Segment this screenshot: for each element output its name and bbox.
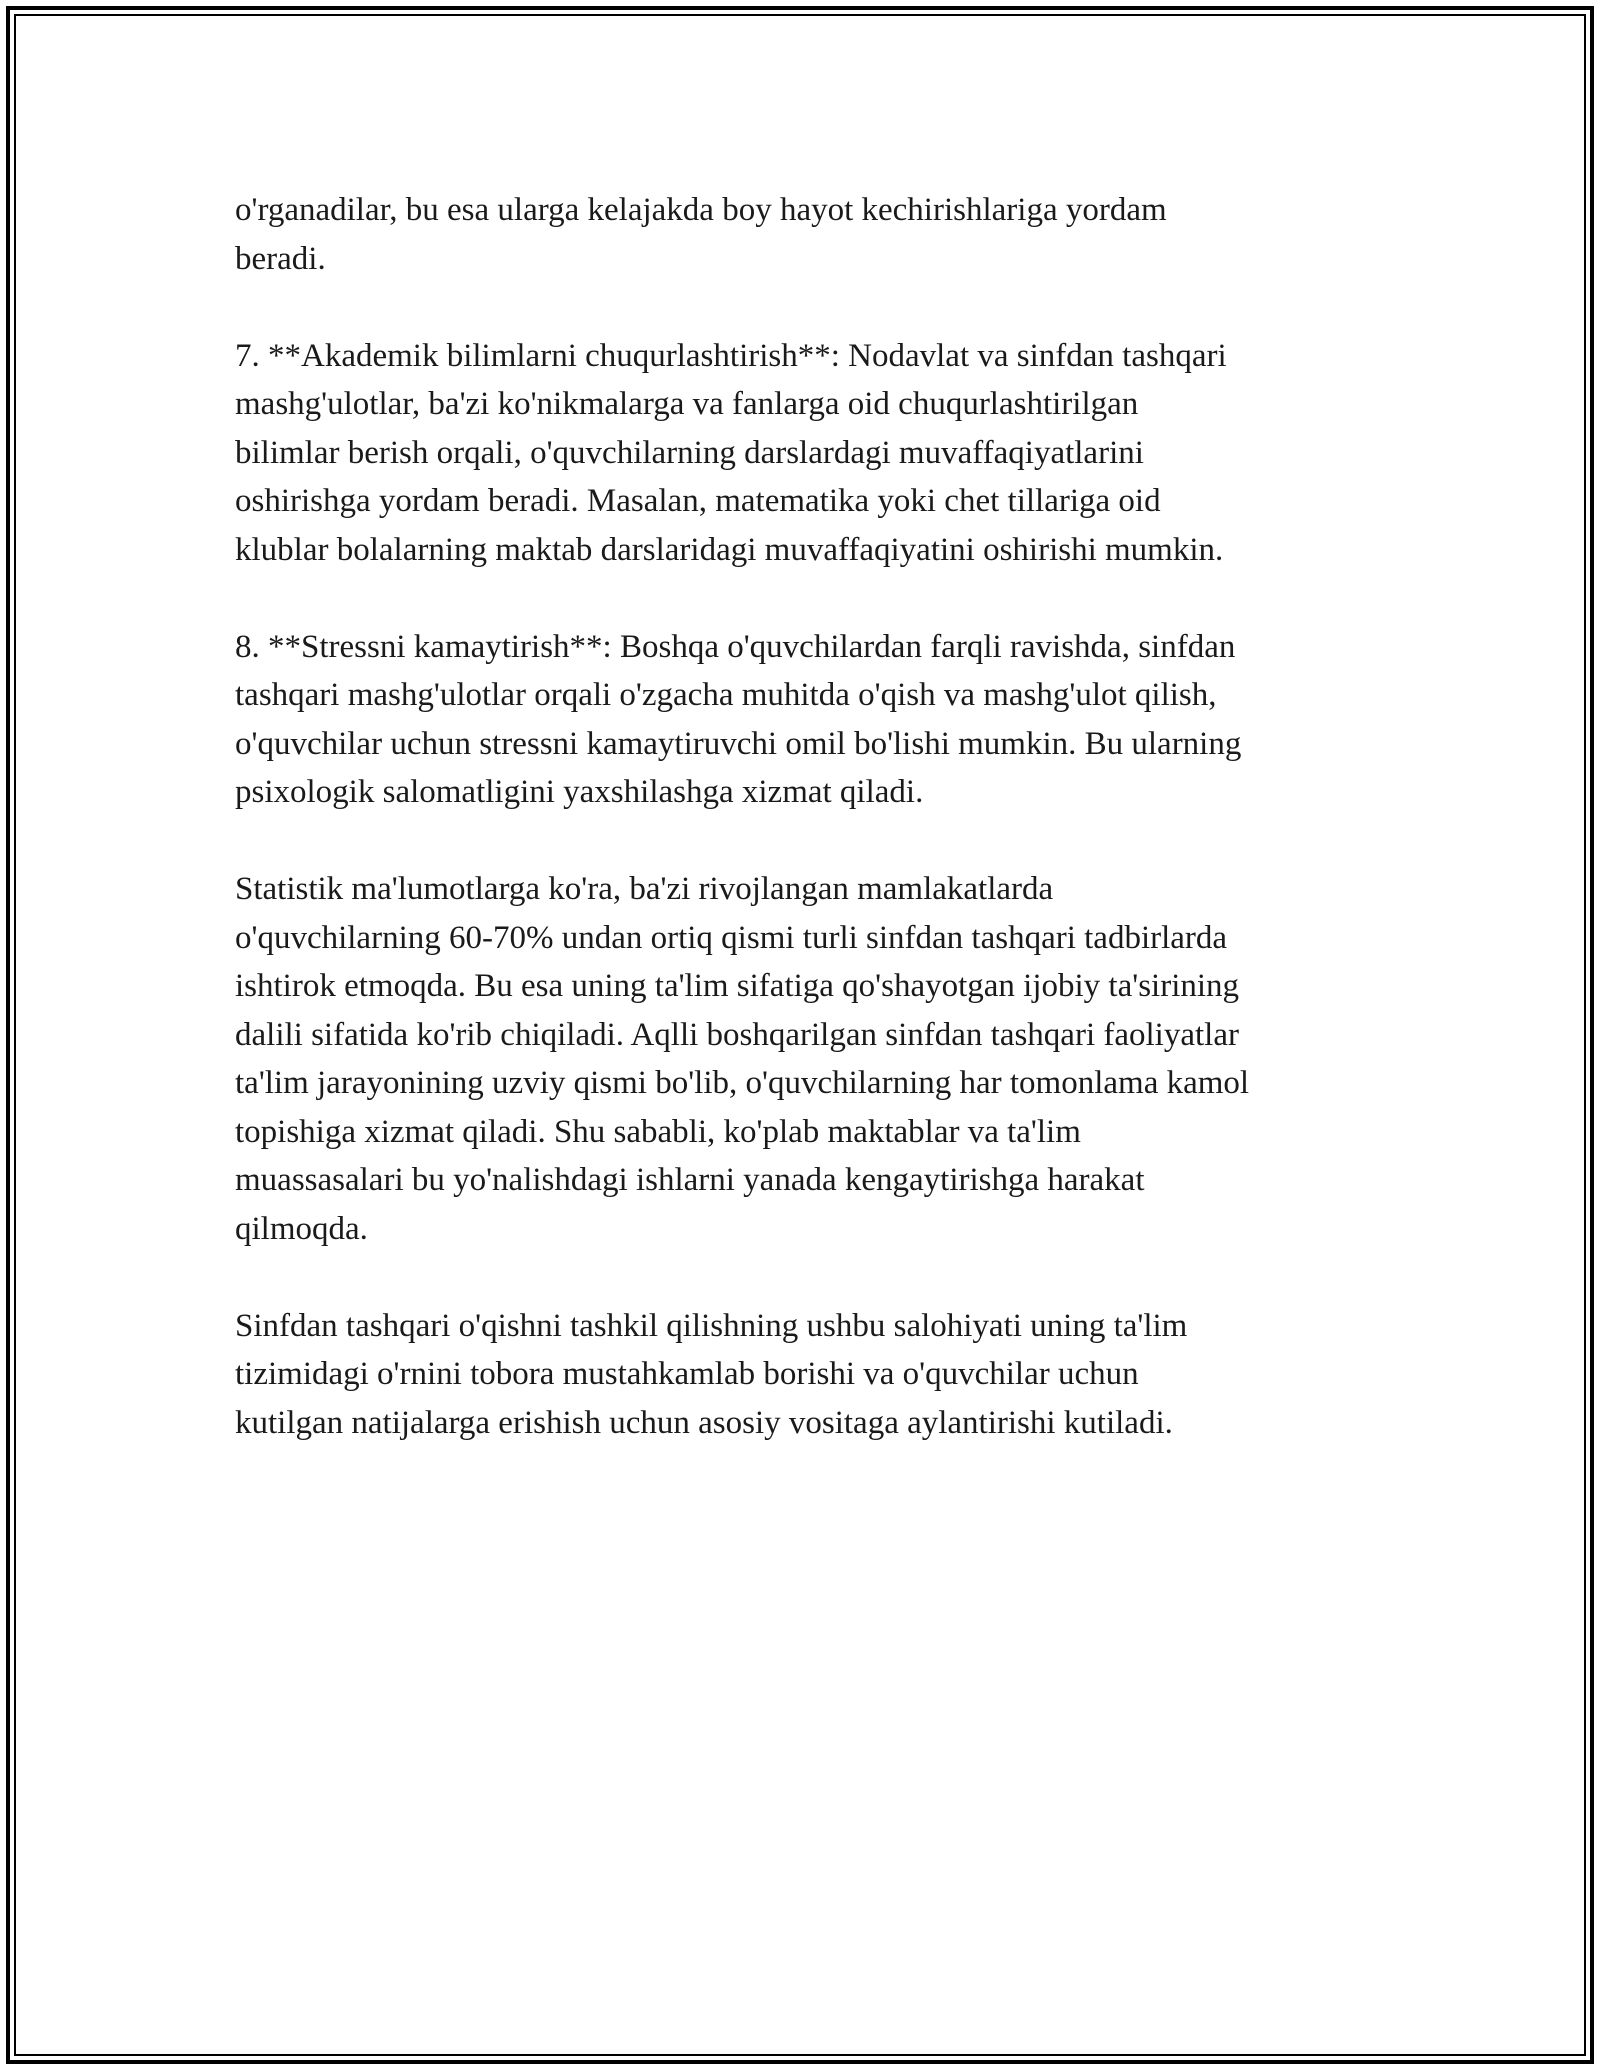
- paragraph-item-7-academic-knowledge: 7. **Akademik bilimlarni chuqurlashtirish**: Nodavlat va sinfdan tashqari mashg'ulotlar, ba'zi ko'nikmalarga va fanlarga oid chuqurlashtirilgan bilimlar berish orqali, o'quvchilarning darslardagi muvaffaqiyatlarini oshirishga yordam beradi. Masalan, matematika yoki chet tillariga oid klublar bolalarning maktab darslaridagi muvaffaqiyatini oshirishi mumkin.: [235, 337, 1227, 568]
- paragraph-item-8-stress-reduction: 8. **Stressni kamaytirish**: Boshqa o'quvchilardan farqli ravishda, sinfdan tashqari mashg'ulotlar orqali o'zgacha muhitda o'qish va mashg'ulot qilish, o'quvchilar uchun stressni kamaytiruvchi omil bo'lishi mumkin. Bu ularning psixologik salomatligini yaxshilashga xizmat qiladi.: [235, 628, 1242, 810]
- paragraph-continuation: o'rganadilar, bu esa ularga kelajakda boy hayot kechirishlariga yordam beradi.: [235, 192, 1167, 277]
- document-body: [235, 186, 1395, 1496]
- paragraph-statistics: Statistik ma'lumotlarga ko'ra, ba'zi rivojlangan mamlakatlarda o'quvchilarning 60-70% undan ortiq qismi turli sinfdan tashqari tadbirlarda ishtirok etmoqda. Bu esa uning ta'lim sifatiga qo'shayotgan ijobiy ta'sirining dalili sifatida ko'rib chiqiladi. Aqlli boshqarilgan sinfdan tashqari faoliyatlar ta'lim jarayonining uzviy qismi bo'lib, o'quvchilarning har tomonlama kamol topishiga xizmat qiladi. Shu sababli, ko'plab maktablar va ta'lim muassasalari bu yo'nalishdagi ishlarni yanada kengaytirishga harakat qilmoqda.: [235, 871, 1250, 1247]
- paragraph-conclusion: Sinfdan tashqari o'qishni tashkil qilishning ushbu salohiyati uning ta'lim tizimidagi o'rnini tobora mustahkamlab borishi va o'quvchilar uchun kutilgan natijalarga erishish uchun asosiy vositaga aylantirishi kutiladi.: [235, 1307, 1188, 1441]
